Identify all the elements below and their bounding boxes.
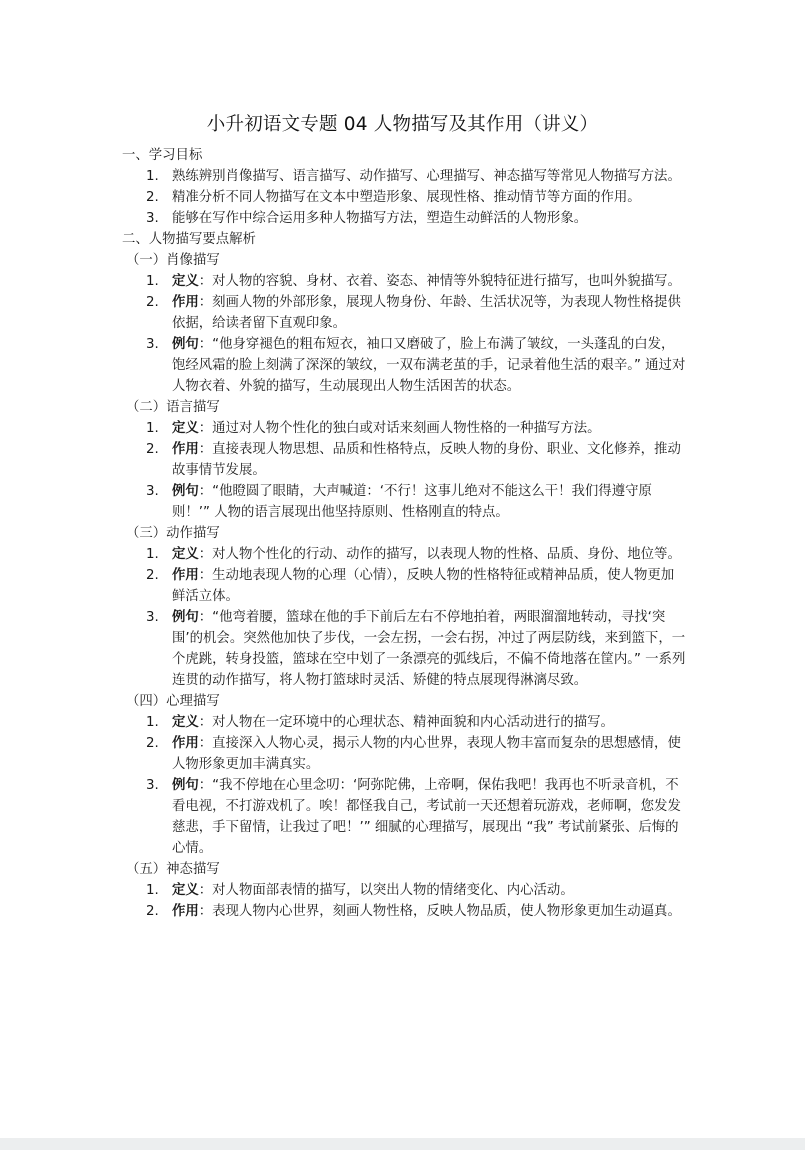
- item-number: 1.: [146, 421, 159, 436]
- item-text: “我不停地在心里念叨：‘阿弥陀佛，上帝啊，保佑我吧！我再也不听录音机，不看电视，不打游戏机了。唉！都怪我自己，考试前一天还想着玩游戏，老师啊，您发发慈悲，手下留情，让我过了吧！’” 细腻的心理描写，展现出 “我” 考试前紧张、后悔的心情。: [172, 778, 681, 856]
- list-item: [0, 187, 805, 208]
- item-separator: ：: [198, 274, 213, 289]
- item-separator: ：: [198, 904, 213, 919]
- list-item: [0, 418, 805, 439]
- numbered-list: [0, 271, 805, 397]
- item-number: 2.: [146, 442, 159, 457]
- item-text: 直接深入人物心灵，揭示人物的内心世界，表现人物丰富而复杂的思想感情，使人物形象更加丰满真实。: [172, 736, 681, 772]
- list-item: [0, 208, 805, 229]
- item-text: 对人物个性化的行动、动作的描写，以表现人物的性格、品质、身份、地位等。: [212, 547, 681, 562]
- subsection-heading: （一）肖像描写: [126, 253, 220, 268]
- item-number: 3.: [146, 610, 159, 625]
- item-separator: ：: [198, 568, 213, 583]
- list-item: [0, 292, 805, 334]
- subsection-heading: （四）心理描写: [126, 694, 220, 709]
- item-term: 例句: [172, 778, 199, 793]
- item-text: 直接表现人物思想、品质和性格特点，反映人物的身份、职业、文化修养，推动故事情节发展。: [172, 442, 681, 478]
- item-separator: ：: [198, 484, 213, 499]
- section-heading: 一、学习目标: [122, 148, 203, 163]
- list-item: [0, 607, 805, 691]
- subsection-heading: （三）动作描写: [126, 526, 220, 541]
- subsection-heading: （五）神态描写: [126, 862, 220, 877]
- item-separator: ：: [198, 442, 213, 457]
- item-number: 1.: [146, 547, 159, 562]
- item-number: 1.: [146, 883, 159, 898]
- item-term: 例句: [172, 337, 199, 352]
- item-separator: ：: [198, 736, 213, 751]
- list-item: [0, 544, 805, 565]
- item-term: 作用: [172, 295, 199, 310]
- item-text: 生动地表现人物的心理（心情），反映人物的性格特征或精神品质，使人物更加鲜活立体。: [172, 568, 675, 604]
- numbered-list: [0, 544, 805, 691]
- item-text: 对人物的容貌、身材、衣着、姿态、神情等外貌特征进行描写，也叫外貌描写。: [212, 274, 681, 289]
- item-separator: ：: [198, 337, 213, 352]
- list-item: [0, 775, 805, 859]
- item-number: 2.: [146, 904, 159, 919]
- item-separator: ：: [198, 421, 213, 436]
- item-text: “他身穿褪色的粗布短衣，袖口又磨破了，脸上布满了皱纹，一头蓬乱的白发，饱经风霜的脸上刻满了深深的皱纹，一双布满老茧的手，记录着他生活的艰辛。” 通过对人物衣着、外貌的描写，生动展现出人物生活困苦的状态。: [172, 337, 686, 394]
- item-number: 1.: [146, 274, 159, 289]
- item-text: 熟练辨别肖像描写、语言描写、动作描写、心理描写、神态描写等常见人物描写方法。: [172, 169, 681, 184]
- item-term: 定义: [172, 547, 199, 562]
- list-item: [0, 880, 805, 901]
- item-term: 例句: [172, 484, 199, 499]
- item-term: 作用: [172, 904, 199, 919]
- item-text: “他弯着腰，篮球在他的手下前后左右不停地拍着，两眼溜溜地转动，寻找‘突围’的机会。突然他加快了步伐，一会左拐，一会右拐，冲过了两层防线，来到篮下，一个虎跳，转身投篮，篮球在空中划了一条漂亮的弧线后，不偏不倚地落在筐内。” 一系列连贯的动作描写，将人物打篮球时灵活、矫健的特点展现得淋漓尽致。: [172, 610, 686, 688]
- document-body: [0, 145, 805, 922]
- document-title: 小升初语文专题 04 人物描写及其作用（讲义）: [206, 114, 599, 135]
- item-number: 1.: [146, 169, 159, 184]
- item-term: 定义: [172, 274, 199, 289]
- item-term: 定义: [172, 421, 199, 436]
- list-item: [0, 901, 805, 922]
- item-number: 2.: [146, 190, 159, 205]
- list-item: [0, 733, 805, 775]
- item-text: 对人物面部表情的描写，以突出人物的情绪变化、内心活动。: [212, 883, 574, 898]
- item-number: 2.: [146, 736, 159, 751]
- numbered-list: [0, 418, 805, 523]
- list-item: [0, 712, 805, 733]
- item-text: 通过对人物个性化的独白或对话来刻画人物性格的一种描写方法。: [212, 421, 601, 436]
- item-text: 精准分析不同人物描写在文本中塑造形象、展现性格、推动情节等方面的作用。: [172, 190, 641, 205]
- list-item: [0, 271, 805, 292]
- subsection-heading: （二）语言描写: [126, 400, 220, 415]
- item-term: 作用: [172, 568, 199, 583]
- item-separator: ：: [198, 715, 213, 730]
- list-item: [0, 439, 805, 481]
- item-separator: ：: [198, 883, 213, 898]
- item-term: 定义: [172, 715, 199, 730]
- list-item: [0, 166, 805, 187]
- list-item: [0, 481, 805, 523]
- item-number: 3.: [146, 211, 159, 226]
- numbered-list: [0, 166, 805, 229]
- item-text: 对人物在一定环境中的心理状态、精神面貌和内心活动进行的描写。: [212, 715, 614, 730]
- item-text: 能够在写作中综合运用多种人物描写方法，塑造生动鲜活的人物形象。: [172, 211, 588, 226]
- item-text: “他瞪圆了眼睛，大声喊道：‘不行！这事儿绝对不能这么干！我们得遵守原则！’” 人物的语言展现出他坚持原则、性格刚直的特点。: [172, 484, 652, 520]
- item-number: 2.: [146, 568, 159, 583]
- item-text: 表现人物内心世界，刻画人物性格，反映人物品质，使人物形象更加生动逼真。: [212, 904, 681, 919]
- numbered-list: [0, 712, 805, 859]
- item-text: 刻画人物的外部形象，展现人物身份、年龄、生活状况等，为表现人物性格提供依据，给读者留下直观印象。: [172, 295, 681, 331]
- item-term: 例句: [172, 610, 199, 625]
- list-item: [0, 334, 805, 397]
- item-term: 定义: [172, 883, 199, 898]
- item-number: 3.: [146, 778, 159, 793]
- numbered-list: [0, 880, 805, 922]
- list-item: [0, 565, 805, 607]
- item-separator: ：: [198, 547, 213, 562]
- item-separator: ：: [198, 778, 213, 793]
- item-number: 3.: [146, 337, 159, 352]
- item-term: 作用: [172, 736, 199, 751]
- item-number: 2.: [146, 295, 159, 310]
- item-number: 1.: [146, 715, 159, 730]
- item-separator: ：: [198, 295, 213, 310]
- item-number: 3.: [146, 484, 159, 499]
- item-term: 作用: [172, 442, 199, 457]
- section-heading: 二、人物描写要点解析: [122, 232, 256, 247]
- item-separator: ：: [198, 610, 213, 625]
